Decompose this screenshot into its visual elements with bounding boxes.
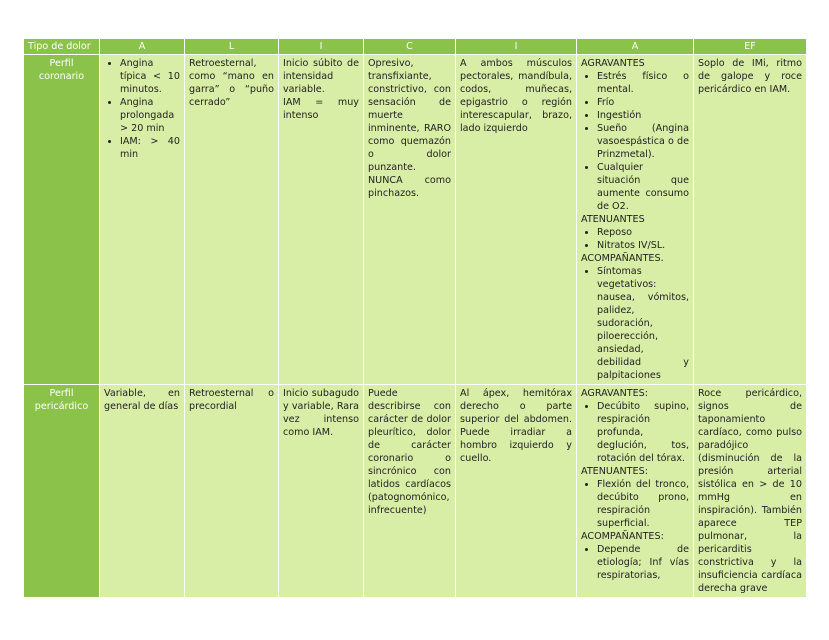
acompanantes-list <box>581 265 689 382</box>
cell-irradiacion: A ambos músculos pectorales, mandíbula, codos, muñecas, epigastrio o región interescapular, brazo, lado izquierdo <box>456 55 577 385</box>
agravantes-list <box>581 70 689 213</box>
list-item: • Frío <box>597 96 689 109</box>
caracter-line: NUNCA como pinchazos. <box>368 175 451 199</box>
list-item: • Depende de etiología; Inf vías respiratorias, <box>597 543 689 582</box>
list-item: • Síntomas vegetativos: nausea, vómitos, palidez, sudoración, piloerección, ansiedad, debilidad y palpitaciones <box>597 265 689 382</box>
cell-exploracion-fisica: Roce pericárdico, signos de taponamiento cardíaco, como pulso paradójico (disminución de la presión arterial sistólica en > de 10 mmHg en inspiración). También aparece TEP pulmonar, la pericarditis constrictiva y la insuficiencia cardíaca derecha grave <box>694 385 807 598</box>
atenuantes-list <box>581 226 689 252</box>
acompanantes-list <box>581 543 689 582</box>
header-ef: EF <box>694 39 807 55</box>
section-title: ATENUANTES <box>581 214 645 225</box>
header-l: L <box>185 39 279 55</box>
cell-localizacion: Retroesternal, como “mano en garra” o “puño cerrado” <box>185 55 279 385</box>
caracter-line: Opresivo, transfixiante, constrictivo, con sensación de muerte inminente, RARO como quemazón o dolor punzante. <box>368 58 451 173</box>
header-tipo: Tipo de dolor <box>24 39 100 55</box>
cell-caracter <box>364 55 456 385</box>
cell-intensidad <box>279 385 364 598</box>
cell-agravantes-atenuantes <box>577 55 694 385</box>
section-title: ACOMPAÑANTES. <box>581 253 664 264</box>
alicia-pain-table <box>23 38 807 598</box>
caracter-line: Puede describirse con carácter de dolor pleurítico, dolor de carácter coronario o sincrónico con latidos cardíacos (patognomónico, infrecuente) <box>368 388 451 516</box>
cell-exploracion-fisica: Soplo de IMi, ritmo de galope y roce pericárdico en IAM. <box>694 55 807 385</box>
section-title: AGRAVANTES <box>581 58 645 69</box>
cell-agravantes-atenuantes <box>577 385 694 598</box>
table-row <box>24 385 807 598</box>
cell-aparicion <box>100 55 185 385</box>
table-row <box>24 55 807 385</box>
list-item: • Decúbito supino, respiración profunda, deglución, tos, rotación del tórax. <box>597 400 689 465</box>
header-a: A <box>100 39 185 55</box>
aparicion-list <box>104 57 180 161</box>
cell-localizacion: Retroesternal o precordial <box>185 385 279 598</box>
row-label: Perfil coronario <box>24 55 100 385</box>
agravantes-list <box>581 400 689 465</box>
cell-intensidad <box>279 55 364 385</box>
list-item: • Sueño (Angina vasoespástica o de Prinzmetal). <box>597 122 689 161</box>
list-item: • Angina típica < 10 minutos. <box>120 57 180 96</box>
list-item: • Reposo <box>597 226 689 239</box>
header-i: I <box>279 39 364 55</box>
list-item: • Angina prolongada > 20 min <box>120 96 180 135</box>
list-item: • Cualquier situación que aumente consumo de O2. <box>597 161 689 213</box>
header-c: C <box>364 39 456 55</box>
list-item: • Nitratos IV/SL. <box>597 239 689 252</box>
intensidad-line: Inicio subagudo y variable, Rara vez intenso como IAM. <box>283 388 359 438</box>
cell-irradiacion: Al ápex, hemitórax derecho o parte superior del abdomen. Puede irradiar a hombro izquierdo y cuello. <box>456 385 577 598</box>
intensidad-line: Inicio súbito de intensidad variable. <box>283 58 359 95</box>
list-item: • Flexión del tronco, decúbito prono, respiración superficial. <box>597 478 689 530</box>
section-title: AGRAVANTES: <box>581 388 648 399</box>
list-item: • Ingestión <box>597 109 689 122</box>
header-a2: A <box>577 39 694 55</box>
cell-aparicion: Variable, en general de días <box>100 385 185 598</box>
section-title: ATENUANTES: <box>581 466 648 477</box>
section-title: ACOMPAÑANTES: <box>581 531 664 542</box>
header-row <box>24 39 807 55</box>
list-item: • Estrés físico o mental. <box>597 70 689 96</box>
header-i2: I <box>456 39 577 55</box>
row-label: Perfil pericárdico <box>24 385 100 598</box>
intensidad-line: IAM = muy intenso <box>283 97 359 121</box>
list-item: • IAM: > 40 min <box>120 135 180 161</box>
cell-caracter <box>364 385 456 598</box>
atenuantes-list <box>581 478 689 530</box>
